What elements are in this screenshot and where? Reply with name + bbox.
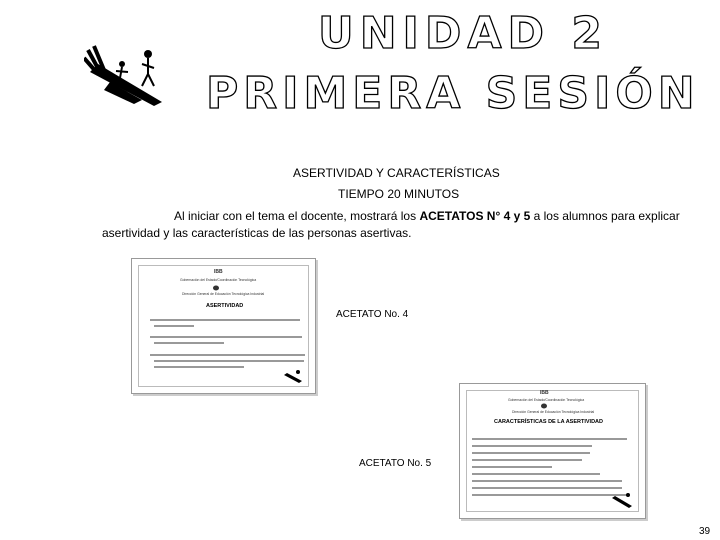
slide-header-line2: Dirección General de Educación Tecnológica Industrial (512, 410, 595, 414)
slide-caption-4: ACETATO No. 4 (336, 309, 409, 320)
slide-header-line1: Gobernación del Estado/Coordinación Tecnológica (180, 278, 257, 282)
slide-acetato-4 (131, 258, 316, 394)
slide-title: CARACTERÍSTICAS DE LA ASERTIVIDAD (494, 419, 603, 425)
time-label: TIEMPO 20 MINUTOS (338, 187, 460, 201)
slide-header-small: IBB (214, 269, 223, 275)
paragraph-text-1: Al iniciar con el tema el docente, mostrará los (174, 209, 420, 223)
instructions-paragraph (102, 208, 692, 242)
paragraph-text-2: a los alumnos para explicar asertividad y las características de las personas asertivas. (102, 209, 680, 240)
session-title: PRIMERA SESIÓN (206, 68, 700, 119)
slide-header-line2: Dirección General de Educación Tecnológica Industrial (182, 292, 265, 296)
slide-acetato-5 (459, 383, 646, 519)
stairs-figures-logo (84, 44, 164, 106)
slide-caption-5: ACETATO No. 5 (359, 458, 432, 469)
paragraph-bold: ACETATOS N° 4 y 5 (419, 209, 531, 223)
slide-header-line1: Gobernación del Estado/Coordinación Tecnológica (508, 398, 585, 402)
section-heading: ASERTIVIDAD Y CARACTERÍSTICAS (293, 166, 500, 180)
slide-logo-icon (282, 369, 304, 383)
page-number: 39 (699, 526, 711, 537)
slide-logo-icon (610, 492, 634, 508)
slide-emblem-icon (212, 285, 220, 291)
slide-title: ASERTIVIDAD (206, 303, 244, 309)
slide-emblem-icon (540, 403, 548, 409)
unit-title: UNIDAD 2 (318, 8, 608, 59)
slide-header-small: IBB (540, 390, 549, 396)
